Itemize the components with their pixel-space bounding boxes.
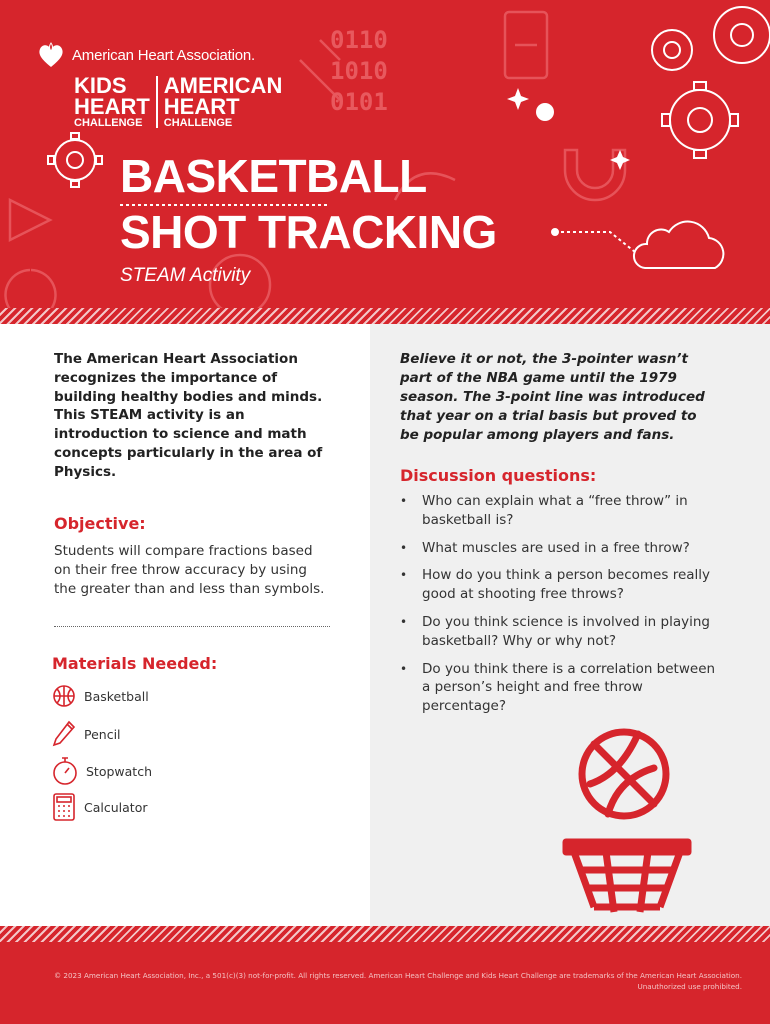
list-item: • Do you think science is involved in playing basketball? Why or why not?: [400, 613, 710, 649]
kids-heart-challenge-mark: KIDS HEART CHALLENGE: [74, 73, 150, 129]
american-heart-challenge-mark: AMERICAN HEART CHALLENGE: [163, 73, 283, 129]
page-title: BASKETBALL SHOT TRACKING: [120, 150, 497, 258]
cloud-icon: [634, 222, 723, 268]
page-subtitle: STEAM Activity: [120, 265, 251, 286]
intro-paragraph: The American Heart Association recognizes the importance of building healthy bodies and minds. This STEAM activity is an introduction to science and math concepts particularly in the area of Physics.: [54, 351, 323, 480]
objective-text: Students will compare fractions based on their free throw accuracy by using the greater than and less than symbols.: [54, 543, 325, 597]
list-item: • What muscles are used in a free throw?: [400, 539, 690, 556]
org-name: American Heart Association.: [72, 46, 256, 64]
discussion-questions-list: [398, 492, 718, 725]
list-item: • How do you think a person becomes really good at shooting free throws?: [400, 567, 711, 603]
discussion-heading: Discussion questions:: [400, 466, 597, 485]
stripe-divider-top: [0, 308, 770, 324]
footer: [0, 942, 770, 1024]
aha-logo: [36, 40, 282, 128]
list-item: • Do you think there is a correlation between a person’s height and free throw percentage?: [400, 660, 716, 715]
gear-icon: [48, 133, 102, 187]
material-item-calculator: Calculator: [52, 792, 147, 822]
gear-icon: [536, 103, 554, 121]
basketball-icon: [52, 684, 76, 708]
gear-icon: [714, 7, 770, 63]
heart-torch-icon: [36, 40, 66, 70]
material-item-basketball: Basketball: [52, 684, 149, 708]
stopwatch-icon: [52, 756, 78, 786]
binary-line-1: 0110: [330, 26, 388, 54]
dotted-divider: [54, 626, 330, 627]
material-item-pencil: Pencil: [52, 720, 121, 748]
binary-line-2: 1010: [330, 57, 388, 85]
binary-line-3: 0101: [330, 88, 388, 116]
basketball-hoop-illustration: [560, 722, 700, 922]
stripe-divider-bottom: [0, 926, 770, 942]
pencil-icon: [52, 720, 76, 748]
material-item-stopwatch: Stopwatch: [52, 756, 152, 786]
objective-heading: Objective:: [54, 514, 146, 533]
calculator-icon: [52, 792, 76, 822]
gear-icon: [652, 30, 692, 70]
gear-icon: [662, 82, 738, 158]
materials-heading: Materials Needed:: [52, 654, 218, 673]
nba-fact-paragraph: Believe it or not, the 3-pointer wasn’t part of the NBA game until the 1979 season. The 3-point line was introduced that year on a trial basis but proved to be popular among players and fans.: [400, 351, 705, 443]
list-item: • Who can explain what a “free throw” in basketball is?: [400, 493, 688, 528]
copyright-text: © 2023 American Heart Association, Inc., a 501(c)(3) not-for-profit. All rights reserved. American Heart Challenge and Kids Heart Challenge are trademarks of the American Heart Association. Unauthorized use prohibited.: [53, 971, 742, 991]
sparkle-icon: [507, 88, 529, 110]
header-banner: [0, 0, 770, 308]
